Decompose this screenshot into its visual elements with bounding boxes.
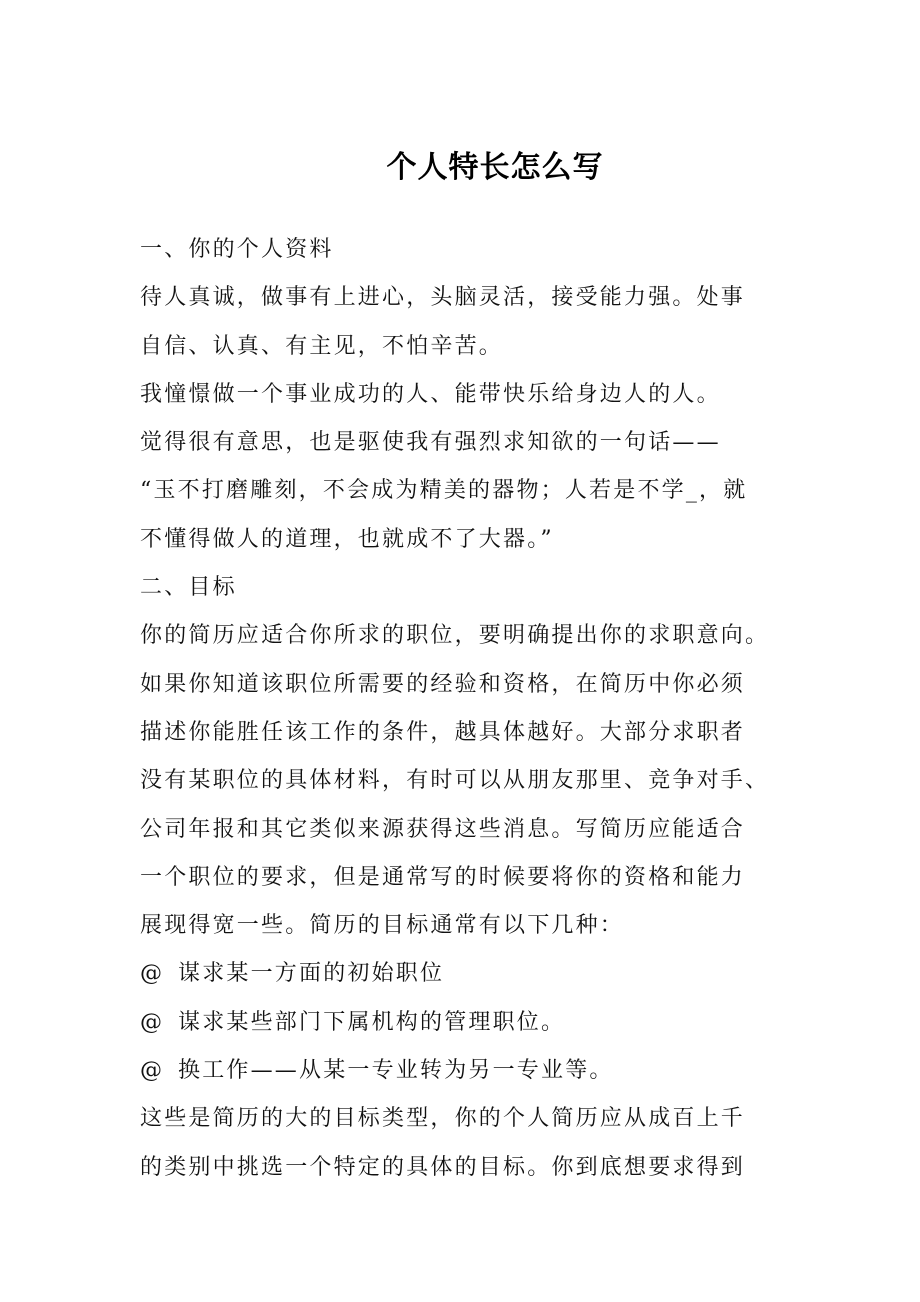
paragraph-line: 如果你知道该职位所需要的经验和资格，在简历中你必须 xyxy=(140,671,746,697)
paragraph-line: 待人真诚，做事有上进心，头脑灵活，接受能力强。处事 xyxy=(140,285,746,311)
document-body xyxy=(140,226,780,1192)
section-heading-goals: 二、目标 xyxy=(140,575,237,601)
bullet-symbol: @ xyxy=(140,961,165,987)
paragraph-line: 这些是简历的大的目标类型，你的个人简历应从成百上千 xyxy=(140,1106,746,1132)
section-heading-profile: 一、你的个人资料 xyxy=(140,237,334,262)
paragraph-line: 你的简历应适合你所求的职位，要明确提出你的求职意向。 xyxy=(140,623,770,649)
bullet-symbol: @ xyxy=(140,1009,165,1035)
paragraph-line: 我憧憬做一个事业成功的人、能带快乐给身边人的人。 xyxy=(140,381,721,407)
bullet-text: 谋求某些部门下属机构的管理职位。 xyxy=(178,1009,566,1035)
bullet-item xyxy=(140,950,780,998)
paragraph-line: 一个职位的要求，但是通常写的时候要将你的资格和能力 xyxy=(140,864,746,890)
bullet-text: 换工作——从某一专业转为另一专业等。 xyxy=(178,1058,614,1084)
bullet-text: 谋求某一方面的初始职位 xyxy=(178,961,445,987)
paragraph-line: 没有某职位的具体材料，有时可以从朋友那里、竞争对手、 xyxy=(140,768,770,794)
paragraph-line: 描述你能胜任该工作的条件，越具体越好。大部分求职者 xyxy=(140,719,746,745)
quote-line: “玉不打磨雕刻，不会成为精美的器物；人若是不学_，就 xyxy=(140,478,748,504)
paragraph-line: 自信、认真、有主见，不怕辛苦。 xyxy=(140,333,504,359)
paragraph-line: 的类别中挑选一个特定的具体的目标。你到底想要求得到 xyxy=(140,1154,746,1180)
page-title: 个人特长怎么写 xyxy=(386,150,604,185)
paragraph-line: 展现得宽一些。简历的目标通常有以下几种： xyxy=(140,913,625,939)
paragraph-line: 公司年报和其它类似来源获得这些消息。写简历应能适合 xyxy=(140,816,746,842)
quote-line: 不懂得做人的道理，也就成不了大器。” xyxy=(140,526,554,552)
bullet-symbol: @ xyxy=(140,1058,165,1084)
bullet-item xyxy=(140,999,780,1047)
paragraph-line: 觉得很有意思，也是驱使我有强烈求知欲的一句话—— xyxy=(140,430,721,456)
bullet-item xyxy=(140,1047,780,1095)
